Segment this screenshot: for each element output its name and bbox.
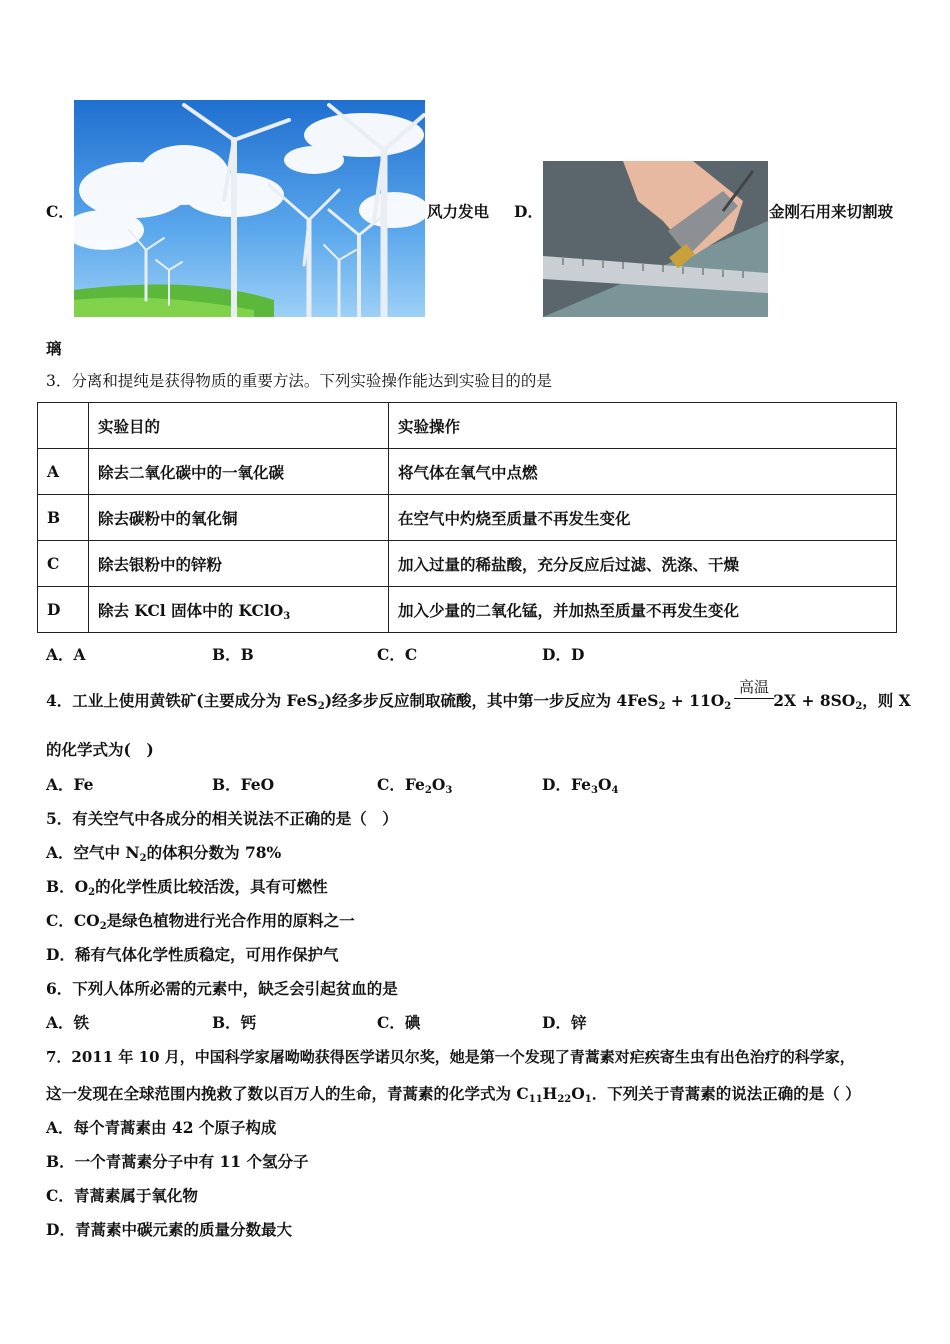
row-goal: 除去二氧化碳中的一氧化碳 bbox=[89, 449, 389, 495]
row-goal: 除去银粉中的锌粉 bbox=[89, 541, 389, 587]
q7-option-a[interactable]: A．每个青蒿素由 42 个原子构成 bbox=[46, 1118, 277, 1137]
table-header-cell bbox=[38, 403, 89, 449]
wind-turbine-image bbox=[74, 100, 425, 317]
option-d-label: D． bbox=[514, 202, 543, 221]
q6-option-a[interactable]: A．铁 bbox=[46, 1013, 90, 1032]
option-d-text-cont: 璃 bbox=[46, 339, 62, 358]
q4-option-a[interactable]: A．Fe bbox=[46, 775, 94, 794]
q3-option-b[interactable]: B．B bbox=[212, 645, 254, 664]
q4-option-c[interactable]: C．$Fe_2O_3$ bbox=[377, 775, 453, 796]
table-row bbox=[38, 449, 897, 495]
q3-option-a[interactable]: A．A bbox=[46, 645, 86, 664]
q4-stem-line2: 的化学式为( ) bbox=[46, 740, 154, 759]
q4-option-d[interactable]: D．$Fe_3O_4$ bbox=[542, 775, 619, 796]
q3-option-c[interactable]: C．C bbox=[377, 645, 418, 664]
row-goal: 除去 KCl 固体中的 KClO$_3$ bbox=[89, 587, 389, 633]
row-operation: 加入过量的稀盐酸，充分反应后过滤、洗涤、干燥 bbox=[389, 541, 897, 587]
reaction-condition: 高温 bbox=[738, 678, 769, 696]
q4-option-b[interactable]: B．FeO bbox=[212, 775, 275, 794]
q5-stem: 5．有关空气中各成分的相关说法不正确的是（ ） bbox=[46, 809, 398, 828]
reaction-arrow-line bbox=[734, 698, 774, 699]
option-c-label: C． bbox=[46, 202, 74, 221]
table-row bbox=[38, 495, 897, 541]
q6-option-c[interactable]: C．碘 bbox=[377, 1013, 421, 1032]
q3-stem: 3．分离和提纯是获得物质的重要方法。下列实验操作能达到实验目的的是 bbox=[46, 372, 552, 390]
table-row bbox=[38, 587, 897, 633]
row-operation: 加入少量的二氧化锰，并加热至质量不再发生变化 bbox=[389, 587, 897, 633]
q7-option-c[interactable]: C．青蒿素属于氧化物 bbox=[46, 1186, 198, 1205]
q3-table bbox=[37, 402, 897, 633]
q7-option-d[interactable]: D．青蒿素中碳元素的质量分数最大 bbox=[46, 1220, 292, 1239]
q3-option-d[interactable]: D．D bbox=[542, 645, 585, 664]
option-d-text: 金刚石用来切割玻 bbox=[769, 202, 894, 221]
q6-option-d[interactable]: D．锌 bbox=[542, 1013, 587, 1032]
q6-option-b[interactable]: B．钙 bbox=[212, 1013, 257, 1032]
q5-option-c[interactable]: C．$CO_2$是绿色植物进行光合作用的原料之一 bbox=[46, 911, 355, 932]
row-goal: 除去碳粉中的氧化铜 bbox=[89, 495, 389, 541]
row-key: B bbox=[38, 495, 89, 541]
q7-option-b[interactable]: B．一个青蒿素分子中有 11 个氢分子 bbox=[46, 1152, 309, 1171]
diamond-cutter-image bbox=[543, 161, 768, 317]
q7-stem-line1: 7．2011 年 10 月，中国科学家屠呦呦获得医学诺贝尔奖，她是第一个发现了青蒿素对疟疾寄生虫有出色治疗的科学家， bbox=[46, 1048, 855, 1066]
row-key: C bbox=[38, 541, 89, 587]
q6-stem: 6．下列人体所必需的元素中，缺乏会引起贫血的是 bbox=[46, 979, 398, 998]
row-operation: 在空气中灼烧至质量不再发生变化 bbox=[389, 495, 897, 541]
q5-option-b[interactable]: B．$O_2$的化学性质比较活泼，具有可燃性 bbox=[46, 877, 328, 898]
q5-option-d[interactable]: D．稀有气体化学性质稳定，可用作保护气 bbox=[46, 945, 339, 964]
table-row bbox=[38, 541, 897, 587]
q4-stem: 4．工业上使用黄铁矿(主要成分为 FeS$_2$)经多步反应制取硫酸，其中第一步反应为 $4FeS_2 + 11O_2$ $2X + 8SO_2$，则 X bbox=[46, 691, 911, 712]
q7-stem-line2: 这一发现在全球范围内挽救了数以百万人的生命，青蒿素的化学式为 $C_{11}H_{22}O_1$．下列关于青蒿素的说法正确的是（ ） bbox=[46, 1084, 861, 1105]
row-key: A bbox=[38, 449, 89, 495]
table-header-cell: 实验操作 bbox=[389, 403, 897, 449]
row-key: D bbox=[38, 587, 89, 633]
table-header-cell: 实验目的 bbox=[89, 403, 389, 449]
table-header-row bbox=[38, 403, 897, 449]
option-c-text: 风力发电 bbox=[427, 202, 490, 221]
row-operation: 将气体在氧气中点燃 bbox=[389, 449, 897, 495]
q5-option-a[interactable]: A．空气中 $N_2$的体积分数为 78% bbox=[46, 843, 282, 864]
